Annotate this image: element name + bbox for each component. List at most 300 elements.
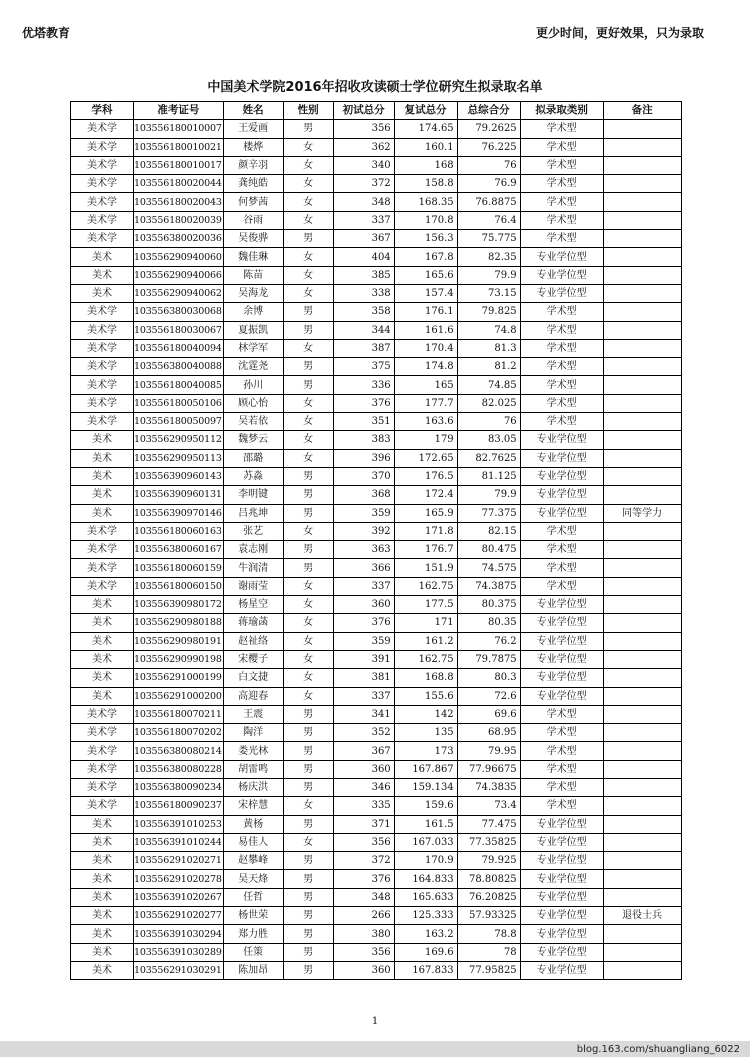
admission-type-cell: 学术型 (520, 175, 603, 193)
table-row (71, 925, 682, 943)
initial-score-cell: 356 (333, 833, 394, 851)
admission-type-cell: 学术型 (520, 211, 603, 229)
table-row (71, 614, 682, 632)
remark-cell (603, 156, 681, 174)
table-row (71, 211, 682, 229)
total-score-cell: 81.125 (457, 467, 520, 485)
table-row (71, 961, 682, 979)
admission-type-cell: 专业学位型 (520, 449, 603, 467)
subject-cell: 美术 (71, 943, 134, 961)
table-row (71, 339, 682, 357)
gender-cell: 女 (283, 632, 333, 650)
exam-id-cell: 103556180010017 (134, 156, 224, 174)
remark-cell (603, 266, 681, 284)
retest-score-cell: 170.4 (394, 339, 457, 357)
exam-id-cell: 103556391010244 (134, 833, 224, 851)
remark-cell (603, 486, 681, 504)
table-row (71, 449, 682, 467)
retest-score-cell: 160.1 (394, 138, 457, 156)
remark-cell (603, 614, 681, 632)
subject-cell: 美术 (71, 687, 134, 705)
name-cell: 吕兆坤 (223, 504, 283, 522)
total-score-cell: 79.9 (457, 266, 520, 284)
initial-score-cell: 376 (333, 614, 394, 632)
subject-cell: 美术学 (71, 705, 134, 723)
table-row (71, 284, 682, 302)
total-score-cell: 79.925 (457, 852, 520, 870)
initial-score-cell: 337 (333, 687, 394, 705)
initial-score-cell: 363 (333, 541, 394, 559)
retest-score-cell: 142 (394, 705, 457, 723)
gender-cell: 女 (283, 797, 333, 815)
initial-score-cell: 356 (333, 120, 394, 138)
initial-score-cell: 387 (333, 339, 394, 357)
retest-score-cell: 168 (394, 156, 457, 174)
retest-score-cell: 151.9 (394, 559, 457, 577)
retest-score-cell: 135 (394, 724, 457, 742)
exam-id-cell: 103556180020039 (134, 211, 224, 229)
remark-cell (603, 394, 681, 412)
table-row (71, 778, 682, 796)
gender-cell: 男 (283, 559, 333, 577)
remark-cell (603, 413, 681, 431)
retest-score-cell: 165.9 (394, 504, 457, 522)
name-cell: 谷雨 (223, 211, 283, 229)
remark-cell (603, 742, 681, 760)
remark-cell (603, 211, 681, 229)
name-cell: 赵祉络 (223, 632, 283, 650)
retest-score-cell: 172.65 (394, 449, 457, 467)
total-score-cell: 74.85 (457, 376, 520, 394)
initial-score-cell: 344 (333, 321, 394, 339)
name-cell: 魏梦云 (223, 431, 283, 449)
name-cell: 陈苗 (223, 266, 283, 284)
initial-score-cell: 356 (333, 943, 394, 961)
initial-score-cell: 335 (333, 797, 394, 815)
gender-cell: 女 (283, 156, 333, 174)
admission-type-cell: 专业学位型 (520, 925, 603, 943)
name-cell: 高迎春 (223, 687, 283, 705)
name-cell: 龚纯皓 (223, 175, 283, 193)
total-score-cell: 72.6 (457, 687, 520, 705)
initial-score-cell: 348 (333, 193, 394, 211)
name-cell: 牛润清 (223, 559, 283, 577)
column-header: 姓名 (223, 102, 283, 120)
total-score-cell: 77.95825 (457, 961, 520, 979)
table-row (71, 559, 682, 577)
total-score-cell: 81.2 (457, 358, 520, 376)
total-score-cell: 57.93325 (457, 907, 520, 925)
total-score-cell: 74.8 (457, 321, 520, 339)
remark-cell (603, 724, 681, 742)
initial-score-cell: 360 (333, 760, 394, 778)
table-row (71, 321, 682, 339)
remark-cell (603, 193, 681, 211)
subject-cell: 美术 (71, 888, 134, 906)
slogan: 更少时间，更好效果，只为录取 (535, 26, 704, 40)
admission-type-cell: 专业学位型 (520, 907, 603, 925)
gender-cell: 男 (283, 230, 333, 248)
total-score-cell: 79.9 (457, 486, 520, 504)
exam-id-cell: 103556290990198 (134, 650, 224, 668)
subject-cell: 美术学 (71, 394, 134, 412)
retest-score-cell: 168.8 (394, 669, 457, 687)
page-number: 1 (371, 1016, 379, 1027)
retest-score-cell: 165 (394, 376, 457, 394)
subject-cell: 美术学 (71, 577, 134, 595)
initial-score-cell: 266 (333, 907, 394, 925)
exam-id-cell: 103556390960143 (134, 467, 224, 485)
initial-score-cell: 392 (333, 522, 394, 540)
remark-cell (603, 230, 681, 248)
subject-cell: 美术 (71, 467, 134, 485)
table-row (71, 413, 682, 431)
table-row (71, 907, 682, 925)
exam-id-cell: 103556180040085 (134, 376, 224, 394)
total-score-cell: 73.4 (457, 797, 520, 815)
retest-score-cell: 156.3 (394, 230, 457, 248)
gender-cell: 女 (283, 138, 333, 156)
name-cell: 沈霆尧 (223, 358, 283, 376)
table-row (71, 504, 682, 522)
exam-id-cell: 103556290980191 (134, 632, 224, 650)
name-cell: 易佳人 (223, 833, 283, 851)
exam-id-cell: 103556180020043 (134, 193, 224, 211)
retest-score-cell: 174.65 (394, 120, 457, 138)
gender-cell: 女 (283, 596, 333, 614)
remark-cell (603, 120, 681, 138)
exam-id-cell: 103556391010253 (134, 815, 224, 833)
total-score-cell: 79.95 (457, 742, 520, 760)
retest-score-cell: 165.6 (394, 266, 457, 284)
total-score-cell: 68.95 (457, 724, 520, 742)
name-cell: 李明键 (223, 486, 283, 504)
admission-type-cell: 学术型 (520, 522, 603, 540)
admission-table (70, 101, 682, 980)
gender-cell: 男 (283, 705, 333, 723)
exam-id-cell: 103556380090234 (134, 778, 224, 796)
subject-cell: 美术 (71, 596, 134, 614)
retest-score-cell: 174.8 (394, 358, 457, 376)
name-cell: 赵攀峰 (223, 852, 283, 870)
remark-cell (603, 833, 681, 851)
name-cell: 娄光林 (223, 742, 283, 760)
gender-cell: 男 (283, 870, 333, 888)
admission-type-cell: 专业学位型 (520, 669, 603, 687)
total-score-cell: 80.375 (457, 596, 520, 614)
name-cell: 任哲 (223, 888, 283, 906)
name-cell: 任策 (223, 943, 283, 961)
retest-score-cell: 167.833 (394, 961, 457, 979)
gender-cell: 女 (283, 449, 333, 467)
exam-id-cell: 103556380060167 (134, 541, 224, 559)
remark-cell (603, 650, 681, 668)
table-row (71, 248, 682, 266)
admission-type-cell: 专业学位型 (520, 486, 603, 504)
admission-type-cell: 专业学位型 (520, 650, 603, 668)
initial-score-cell: 370 (333, 467, 394, 485)
subject-cell: 美术 (71, 504, 134, 522)
total-score-cell: 79.825 (457, 303, 520, 321)
subject-cell: 美术学 (71, 742, 134, 760)
gender-cell: 女 (283, 650, 333, 668)
remark-cell (603, 522, 681, 540)
name-cell: 楼烨 (223, 138, 283, 156)
gender-cell: 男 (283, 541, 333, 559)
table-row (71, 486, 682, 504)
remark-cell (603, 870, 681, 888)
gender-cell: 男 (283, 760, 333, 778)
subject-cell: 美术学 (71, 760, 134, 778)
total-score-cell: 82.35 (457, 248, 520, 266)
initial-score-cell: 351 (333, 413, 394, 431)
admission-type-cell: 专业学位型 (520, 815, 603, 833)
admission-type-cell: 学术型 (520, 321, 603, 339)
brand-name: 优塔教育 (22, 26, 71, 40)
initial-score-cell: 360 (333, 596, 394, 614)
remark-cell (603, 925, 681, 943)
name-cell: 郑力胜 (223, 925, 283, 943)
retest-score-cell: 173 (394, 742, 457, 760)
admission-type-cell: 学术型 (520, 577, 603, 595)
remark-cell (603, 175, 681, 193)
exam-id-cell: 103556180090237 (134, 797, 224, 815)
table-row (71, 376, 682, 394)
total-score-cell: 78 (457, 943, 520, 961)
retest-score-cell: 163.6 (394, 413, 457, 431)
gender-cell: 男 (283, 467, 333, 485)
initial-score-cell: 376 (333, 870, 394, 888)
subject-cell: 美术 (71, 248, 134, 266)
retest-score-cell: 179 (394, 431, 457, 449)
total-score-cell: 79.7875 (457, 650, 520, 668)
initial-score-cell: 383 (333, 431, 394, 449)
retest-score-cell: 169.6 (394, 943, 457, 961)
exam-id-cell: 103556180010007 (134, 120, 224, 138)
remark-cell (603, 596, 681, 614)
total-score-cell: 78.8 (457, 925, 520, 943)
table-row (71, 175, 682, 193)
exam-id-cell: 103556390970146 (134, 504, 224, 522)
admission-type-cell: 专业学位型 (520, 467, 603, 485)
remark-cell (603, 632, 681, 650)
table-row (71, 303, 682, 321)
table-row (71, 650, 682, 668)
gender-cell: 女 (283, 431, 333, 449)
admission-type-cell: 学术型 (520, 358, 603, 376)
table-row (71, 596, 682, 614)
exam-id-cell: 103556291020278 (134, 870, 224, 888)
remark-cell (603, 669, 681, 687)
retest-score-cell: 157.4 (394, 284, 457, 302)
name-cell: 杨星空 (223, 596, 283, 614)
table-row (71, 138, 682, 156)
remark-cell (603, 541, 681, 559)
gender-cell: 男 (283, 852, 333, 870)
gender-cell: 男 (283, 724, 333, 742)
table-row (71, 230, 682, 248)
subject-cell: 美术学 (71, 339, 134, 357)
initial-score-cell: 340 (333, 156, 394, 174)
retest-score-cell: 158.8 (394, 175, 457, 193)
table-row (71, 394, 682, 412)
gender-cell: 男 (283, 888, 333, 906)
remark-cell (603, 358, 681, 376)
column-header: 总综合分 (457, 102, 520, 120)
subject-cell: 美术 (71, 961, 134, 979)
exam-id-cell: 103556180060163 (134, 522, 224, 540)
remark-cell: 同等学力 (603, 504, 681, 522)
document-title: 中国美术学院2016年招收攻读硕士学位研究生拟录取名单 (207, 80, 543, 95)
name-cell: 袁志刚 (223, 541, 283, 559)
subject-cell: 美术学 (71, 559, 134, 577)
remark-cell (603, 431, 681, 449)
retest-score-cell: 159.6 (394, 797, 457, 815)
subject-cell: 美术学 (71, 778, 134, 796)
initial-score-cell: 404 (333, 248, 394, 266)
column-header: 备注 (603, 102, 681, 120)
exam-id-cell: 103556180020044 (134, 175, 224, 193)
exam-id-cell: 103556180050106 (134, 394, 224, 412)
exam-id-cell: 103556291020271 (134, 852, 224, 870)
subject-cell: 美术 (71, 614, 134, 632)
subject-cell: 美术学 (71, 724, 134, 742)
table-row (71, 833, 682, 851)
exam-id-cell: 103556391030294 (134, 925, 224, 943)
exam-id-cell: 103556380020036 (134, 230, 224, 248)
initial-score-cell: 367 (333, 230, 394, 248)
admission-type-cell: 专业学位型 (520, 504, 603, 522)
gender-cell: 男 (283, 376, 333, 394)
admission-type-cell: 专业学位型 (520, 284, 603, 302)
total-score-cell: 80.35 (457, 614, 520, 632)
name-cell: 蒋瑜菡 (223, 614, 283, 632)
remark-cell (603, 303, 681, 321)
name-cell: 颜辛羽 (223, 156, 283, 174)
remark-cell (603, 248, 681, 266)
gender-cell: 男 (283, 778, 333, 796)
subject-cell: 美术 (71, 650, 134, 668)
gender-cell: 女 (283, 339, 333, 357)
table-row (71, 943, 682, 961)
table-row (71, 760, 682, 778)
retest-score-cell: 125.333 (394, 907, 457, 925)
retest-score-cell: 155.6 (394, 687, 457, 705)
admission-type-cell: 专业学位型 (520, 596, 603, 614)
table-row (71, 687, 682, 705)
exam-id-cell: 103556290940062 (134, 284, 224, 302)
exam-id-cell: 103556291000199 (134, 669, 224, 687)
name-cell: 王爱画 (223, 120, 283, 138)
name-cell: 林学军 (223, 339, 283, 357)
column-header: 准考证号 (134, 102, 224, 120)
remark-cell (603, 797, 681, 815)
table-row (71, 705, 682, 723)
table-row (71, 797, 682, 815)
name-cell: 宋樱子 (223, 650, 283, 668)
initial-score-cell: 375 (333, 358, 394, 376)
name-cell: 孙川 (223, 376, 283, 394)
name-cell: 吴若依 (223, 413, 283, 431)
watermark: blog.163.com/shuangliang_6022 (576, 1044, 740, 1055)
subject-cell: 美术学 (71, 211, 134, 229)
initial-score-cell: 366 (333, 559, 394, 577)
admission-type-cell: 专业学位型 (520, 961, 603, 979)
retest-score-cell: 176.7 (394, 541, 457, 559)
name-cell: 邵璐 (223, 449, 283, 467)
initial-score-cell: 346 (333, 778, 394, 796)
name-cell: 顾心怡 (223, 394, 283, 412)
remark-cell (603, 449, 681, 467)
initial-score-cell: 368 (333, 486, 394, 504)
gender-cell: 女 (283, 175, 333, 193)
name-cell: 夏振凯 (223, 321, 283, 339)
table-row (71, 870, 682, 888)
total-score-cell: 76 (457, 156, 520, 174)
total-score-cell: 69.6 (457, 705, 520, 723)
exam-id-cell: 103556180060159 (134, 559, 224, 577)
subject-cell: 美术学 (71, 175, 134, 193)
name-cell: 王震 (223, 705, 283, 723)
initial-score-cell: 380 (333, 925, 394, 943)
total-score-cell: 74.575 (457, 559, 520, 577)
total-score-cell: 76.225 (457, 138, 520, 156)
table-row (71, 632, 682, 650)
subject-cell: 美术 (71, 449, 134, 467)
subject-cell: 美术 (71, 907, 134, 925)
exam-id-cell: 103556290950112 (134, 431, 224, 449)
subject-cell: 美术 (71, 870, 134, 888)
name-cell: 谢雨莹 (223, 577, 283, 595)
admission-type-cell: 专业学位型 (520, 888, 603, 906)
gender-cell: 男 (283, 907, 333, 925)
total-score-cell: 79.2625 (457, 120, 520, 138)
remark-cell (603, 284, 681, 302)
gender-cell: 女 (283, 522, 333, 540)
total-score-cell: 76.4 (457, 211, 520, 229)
subject-cell: 美术 (71, 632, 134, 650)
exam-id-cell: 103556180040094 (134, 339, 224, 357)
name-cell: 白文捷 (223, 669, 283, 687)
table-row (71, 193, 682, 211)
initial-score-cell: 391 (333, 650, 394, 668)
retest-score-cell: 167.8 (394, 248, 457, 266)
exam-id-cell: 103556180070202 (134, 724, 224, 742)
exam-id-cell: 103556180030067 (134, 321, 224, 339)
name-cell: 陶洋 (223, 724, 283, 742)
exam-id-cell: 103556291020277 (134, 907, 224, 925)
total-score-cell: 82.15 (457, 522, 520, 540)
initial-score-cell: 359 (333, 504, 394, 522)
admission-type-cell: 专业学位型 (520, 852, 603, 870)
retest-score-cell: 168.35 (394, 193, 457, 211)
retest-score-cell: 162.75 (394, 577, 457, 595)
total-score-cell: 80.3 (457, 669, 520, 687)
admission-type-cell: 学术型 (520, 778, 603, 796)
total-score-cell: 76 (457, 413, 520, 431)
subject-cell: 美术 (71, 266, 134, 284)
initial-score-cell: 372 (333, 852, 394, 870)
gender-cell: 女 (283, 833, 333, 851)
subject-cell: 美术 (71, 852, 134, 870)
remark-cell (603, 815, 681, 833)
subject-cell: 美术学 (71, 376, 134, 394)
initial-score-cell: 362 (333, 138, 394, 156)
table-row (71, 541, 682, 559)
initial-score-cell: 360 (333, 961, 394, 979)
initial-score-cell: 385 (333, 266, 394, 284)
total-score-cell: 73.15 (457, 284, 520, 302)
